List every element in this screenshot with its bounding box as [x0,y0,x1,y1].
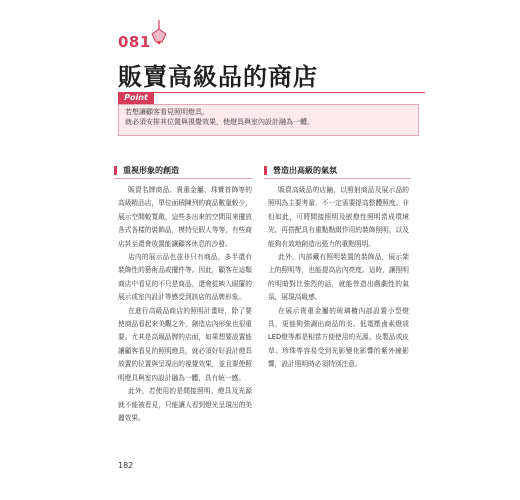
point-line: 就必須安排其位置與視覺效果，使燈具與室內設計融為一體。 [125,118,314,126]
paragraph: 販賣高級品的店鋪，以照射商品及展示品的照明為主要考量，不一定需要提高整體照度。非但如此，可將間接照明及嵌燈性照明當成環境光，再搭配具有重點點綴作用的裝飾照明，以及能夠有效地創造出張力的重點照明。 [268,186,409,248]
column-heading-right: 營造出高級的氣氛 [264,166,337,175]
section-title: 販賣高級品的商店 [118,63,318,91]
point-box [118,104,419,136]
column-rule-right [264,178,411,179]
column-rule-left [114,178,252,179]
paragraph: 在進行高級品商店的照明計畫時，除了要使商品看起來美觀之外，創造店內形象也很重要。尤其是高級品牌的店面，如果想要設置能讓顧客看見的照明燈具，就必須好好設計燈具放置的位置與呈現出的視覺效果，並且要使照明燈具與室內設計融為一體，具有統一感。 [118,306,252,382]
paragraph: 此外，若使用的是間接照明，燈具及光源就不能被看見，只能讓人看到燈光呈現出的美麗效果。 [118,387,252,422]
section-number: 081 [118,33,151,51]
page-number: 182 [118,461,134,470]
paragraph: 店內的展示品也並非只有商品，多半還有裝飾性的藝術品或擺件等。因此，顧客在這類商店中看見的不只是商品，還會從映入眼簾的展示或室內設計等感受到該店的品牌形象。 [118,253,252,302]
paragraph: 在展示貴重金屬的玻璃櫥內部設置小型燈具，更能夠強調出商品的美。低電壓鹵素燈或LED燈等都是相當方便使用的光源。皮製品或皮草、珍珠等容易受到光影變化影響的紫外線影響，設計照明時必須特別注意。 [268,306,409,369]
column-heading-left: 重視形象的創造 [114,166,179,175]
paragraph: 販賣名牌商品、貴重金屬、珠寶首飾等的高級精品店，單位面積陳列的商品數量較少，展示空間較寬敞，這些多出來的空間用來擺放各式各樣的裝飾品，模特兒假人等等，有些商店甚至還會放置能讓顧客休息的沙發。 [118,186,252,248]
column-body-right [268,184,409,372]
paragraph: 此外，內部藏有照明裝置的裝飾品，展示架上的照明等，也能提高店內亮度。這時，讓照明的明暗對比強烈的話，就能營造出戲劇性的氣氛，展現高級感。 [268,253,409,302]
column-body-left [118,184,252,425]
title-underline [118,92,425,93]
point-tag: Point [118,92,154,104]
point-line: 若想讓顧客看見照明燈具， [125,108,209,116]
pendant-lamp-icon [149,20,169,46]
